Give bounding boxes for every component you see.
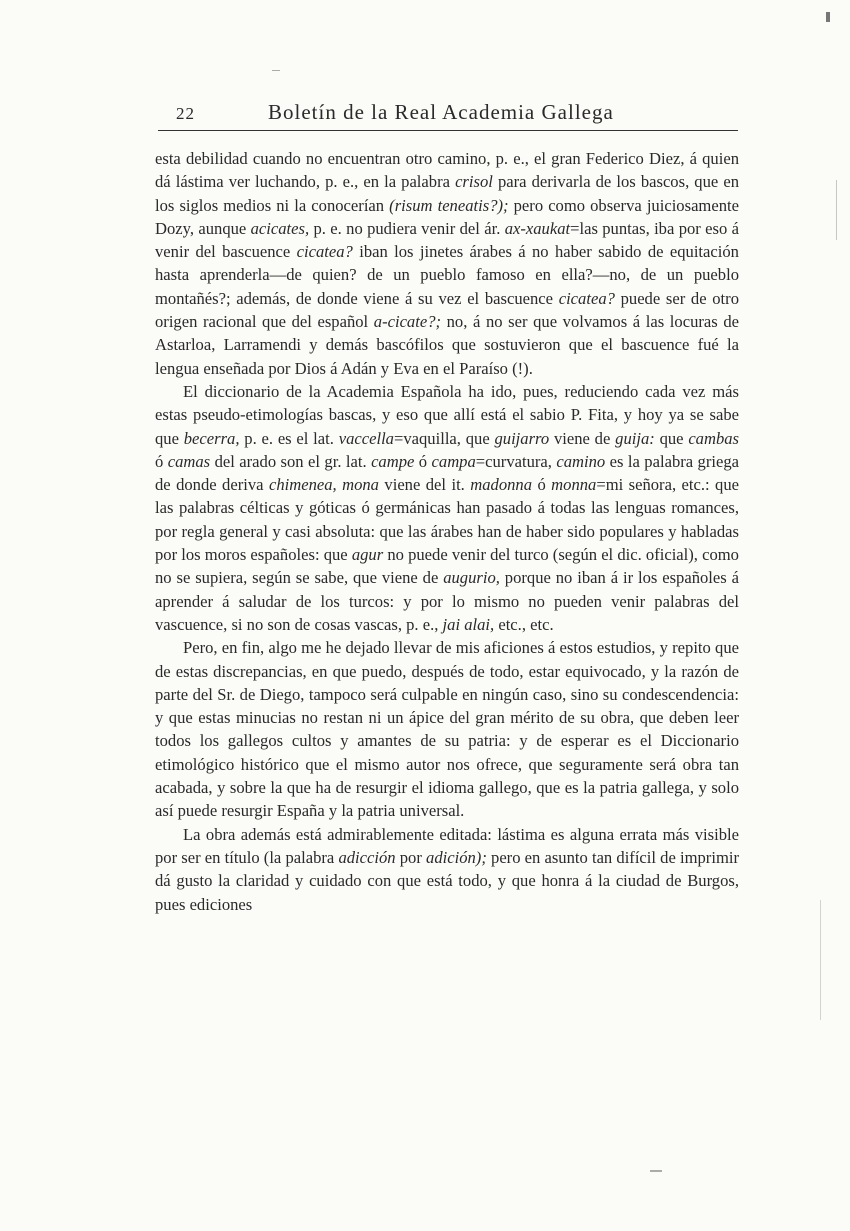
italic-term: camas (167, 451, 211, 471)
italic-term: chimenea, mona (268, 475, 379, 495)
text-run: La obra además está admirablemente editada: lástima es alguna errata más visible por ser en título (la palabra (155, 824, 739, 867)
paragraph (155, 636, 739, 822)
italic-term: cicatea? (558, 288, 615, 308)
italic-term: agur (351, 545, 384, 565)
text-run: etc., etc. (494, 614, 554, 634)
italic-term: ax-xaukat (504, 218, 571, 238)
text-run: =mi señora, etc.: que las palabras célticas y góticas ó germánicas han pasado á todas las lenguas romances, por regla general y casi absoluta: que las árabes han de haber sido populares y habladas por los moros españoles: que (155, 475, 740, 565)
text-run: p. e. no pudiera venir del ár. (309, 218, 505, 238)
text-run: =vaquilla, que (393, 428, 495, 448)
italic-term: monna (551, 475, 597, 495)
text-run: iban los jinetes árabes á no haber sabido de equitación hasta aprenderla—de quien? de un pueblo famoso en ella?—no, de un pueblo montañés?; además, de donde viene á su vez el bascuence (155, 242, 739, 308)
paragraph (155, 823, 739, 916)
text-run: que (654, 428, 689, 448)
italic-term: cicatea? (296, 242, 353, 262)
text-run: p. e. es el lat. (239, 428, 339, 448)
text-run: esta debilidad cuando no encuentran otro camino, p. e., el gran Federico Diez, á quien dá lástima ver luchando, p. e., en la palabra (155, 149, 739, 192)
page-number: 22 (176, 104, 195, 123)
body-text (155, 147, 739, 916)
scan-speck (272, 70, 280, 71)
italic-term: madonna (470, 475, 533, 495)
italic-term: guija: (615, 428, 655, 448)
text-run: pero como observa juiciosamente Dozy, aunque (155, 195, 739, 238)
italic-term: campa (431, 451, 476, 471)
text-run: =curvatura, (475, 451, 557, 471)
text-run: pero en asunto tan difícil de imprimir dá gusto la claridad y cuidado con que está todo, y que honra á la ciudad de Burgos, pues ediciones (155, 847, 739, 914)
scan-speck (826, 12, 830, 22)
text-run: ó (414, 451, 432, 471)
italic-term: adición); (426, 847, 487, 867)
text-run: ó (532, 475, 552, 495)
text-run: para derivarla de los bascos, que en los siglos medios ni la conocerían (155, 172, 739, 215)
paragraph (155, 380, 739, 636)
scan-speck (820, 900, 821, 1020)
text-run: es la palabra griega de donde deriva (155, 451, 740, 495)
italic-term: vaccella (338, 428, 394, 448)
italic-term: camino (556, 451, 606, 471)
scan-speck (836, 180, 837, 240)
text-run: por (395, 847, 427, 867)
text-run: del arado son el gr. lat. (210, 451, 372, 471)
italic-term: becerra, (183, 428, 240, 448)
scan-speck (650, 1170, 662, 1172)
text-run: porque no iban á ir los españoles á aprender á saludar de los turcos: y por lo mismo no pueden venir palabras del vascuence, si no son de cosas vascas, p. e., (155, 568, 739, 634)
text-run: El diccionario de la Academia Española ha ido, pues, reduciendo cada vez más estas pseudo-etimologías bascas, y eso que allí está el sabio P. Fita, y hoy ya se sabe que (155, 381, 739, 448)
text-run: no puede venir del turco (según el dic. oficial), como no se supiera, según se sabe, que viene de (155, 545, 739, 588)
page-header (158, 100, 738, 131)
italic-term: jai alai, (442, 614, 495, 634)
italic-term: cambas (688, 428, 740, 448)
running-title: Boletín de la Real Academia Gallega (268, 100, 614, 124)
text-run: no, á no ser que volvamos á las locuras de Astarloa, Larramendi y demás bascófilos que sostuvieron que el bascuence fué la lengua enseñada por Dios á Adán y Eva en el Paraíso (!). (155, 312, 739, 378)
text-run: =las puntas, iba por eso á venir del bascuence (155, 218, 739, 262)
text-run: viene de (549, 428, 616, 448)
italic-term: acicates, (250, 218, 310, 238)
text-run: viene del it. (378, 475, 471, 495)
italic-term: campe (371, 451, 415, 471)
text-run: Pero, en fin, algo me he dejado llevar de mis aficiones á estos estudios, y repito que de estas discrepancias, en que puedo, después de todo, estar equivocado, y la razón de parte del Sr. de Diego, tampoco será culpable en ningún caso, sino su condescendencia: y que estas minucias no restan ni un ápice del gran mérito de su obra, que deben leer todos los gallegos cultos y amantes de su patria: y de esperar es el Diccionario etimológico histórico que el mismo autor nos ofrece, que seguramente será obra tan acabada, y sobre la que ha de resurgir el idioma gallego, que es la patria gallega, y solo así puede resurgir España y la patria universal. (155, 638, 739, 821)
paragraph (155, 147, 739, 380)
text-run: ó (155, 451, 168, 471)
italic-term: augurio, (443, 568, 500, 588)
italic-term: adicción (338, 847, 396, 867)
italic-term: guijarro (494, 428, 550, 448)
italic-term: a-cicate?; (373, 312, 442, 332)
text-run: puede ser de otro origen racional que del español (155, 288, 739, 332)
italic-term: crisol (455, 172, 493, 192)
italic-term: (risum teneatis?); (389, 195, 509, 215)
